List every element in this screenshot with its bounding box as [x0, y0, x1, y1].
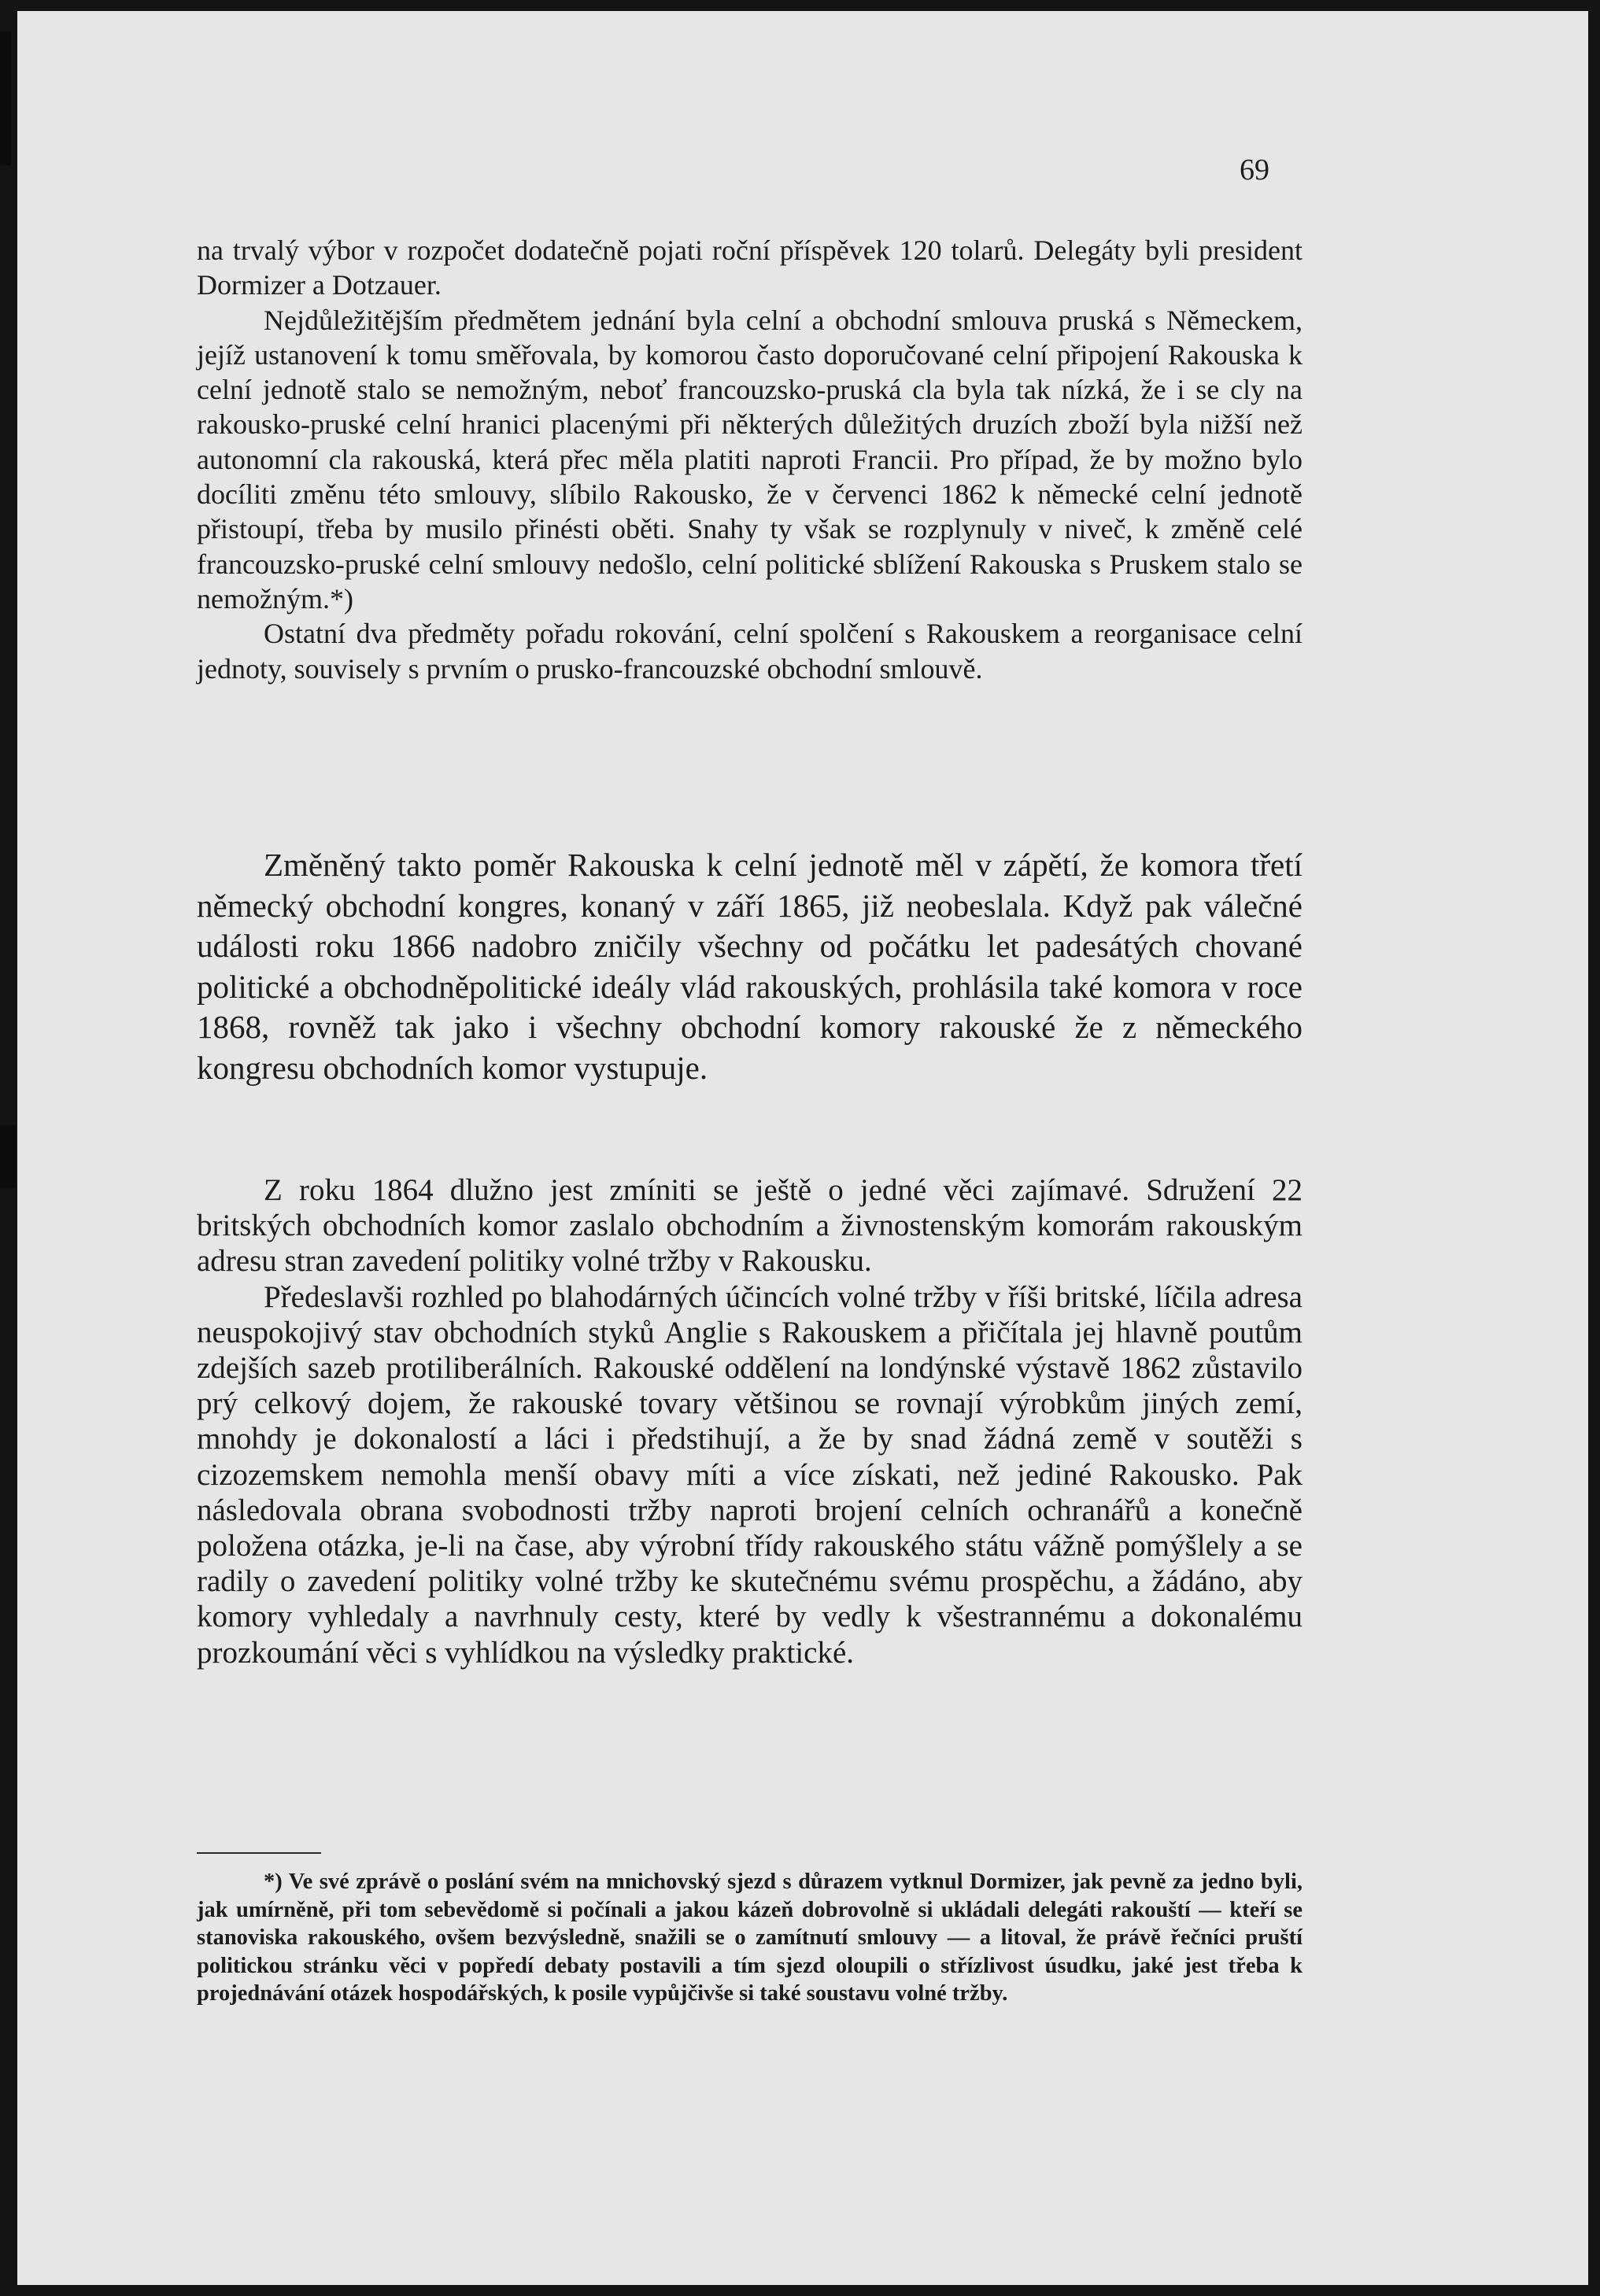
section-customs-treaty [197, 233, 1303, 686]
footnote [197, 1868, 1303, 2008]
footnote-rule [197, 1852, 321, 1854]
paragraph-prussian-treaty: Nejdůležitějším předmětem jednání byla celní a obchodní smlouva pruská s Německem, jejíž ustanovení k tomu směřovala, by komorou často doporučované celní připojení Rakouska k celní jednotě stalo se nemožným, neboť francouzsko-pruská cla byla tak nízká, že i se cly na rakousko-pruské celní hranici placenými při některých důležitých druzích zboží byla nižší než autonomní cla rakouská, která přec měla platiti naproti Francii. Pro případ, že by možno bylo docíliti změnu této smlouvy, slíbilo Rakousko, že v červenci 1862 k německé celní jednotě přistoupí, třeba by musilo přinésti oběti. Snahy ty však se rozplynuly v niveč, k změně celé francouzsko-pruské celní smlouvy nedošlo, celní politické sblížení Rakouska s Pruskem stalo se nemožným.*) [197, 304, 1303, 615]
section-british-address [197, 1172, 1303, 1670]
book-page [17, 11, 1588, 2285]
paragraph-other-subjects: Ostatní dva předměty pořadu rokování, celní spolčení s Rakouskem a reorganisace celní jednoty, souvisely s prvním o prusko-francouzské obchodní smlouvě. [197, 618, 1303, 685]
footnote-text: *) Ve své zprávě o poslání svém na mnichovský sjezd s důrazem vytknul Dormizer, jak pevně za jedno byli, jak umírněně, při tom sebevědomě si počínali a jakou kázeň dobrovolně si ukládali delegáti rakouští — kteří se stanoviska rakouského, ovšem bezvýsledně, snažili se o zamítnutí smlouvy — a litoval, že právě řečníci pruští politickou stránku věci v popředí debaty postavili a tím sjezd oloupili o střízlivost úsudku, jaké jest třeba k projednávání otázek hospodářských, k posile vypůjčivše si také soustavu volné tržby. [197, 1870, 1303, 2006]
paragraph-delegates: na trvalý výbor v rozpočet dodatečně pojati roční příspěvek 120 tolarů. Delegáty byli president Dormizer a Dotzauer. [197, 234, 1303, 301]
scan-edge-middle [0, 1125, 16, 1188]
paragraph-british-chambers: Z roku 1864 dlužno jest zmíniti se ještě o jedné věci zajímavé. Sdružení 22 britských obchodních komor zaslalo obchodním a živnostenským komorám rakouským adresu stran zavedení politiky volné tržby v Rakousku. [197, 1173, 1303, 1279]
paragraph-congress: Změněný takto poměr Rakouska k celní jednotě měl v zápětí, že komora třetí německý obchodní kongres, konaný v září 1865, již neobeslala. Když pak válečné události roku 1866 nadobro zničily všechny od počátku let padesátých chované politické a obchodněpolitické ideály vlád rakouských, prohlásila také komora v roce 1868, rovněž tak jako i všechny obchodní komory rakouské že z německého kongresu obchodních komor vystupuje. [197, 847, 1303, 1086]
paragraph-free-trade: Předeslavši rozhled po blahodárných účincích volné tržby v říši britské, líčila adresa neuspokojivý stav obchodních styků Anglie s Rakouskem a přičítala jej hlavně poutům zdejších sazeb protiliberálních. Rakouské oddělení na londýnské výstavě 1862 zůstavilo prý celkový dojem, že rakouské tovary většinou se rovnají výrobkům jiných zemí, mnohdy je dokonalostí a láci i předstihují, a že by snad žádná země v soutěži s cizozemskem nemohla menší obavy míti a více získati, než jediné Rakousko. Pak následovala obrana svobodnosti tržby naproti brojení celních ochranářů a konečně položena otázka, je-li na čase, aby výrobní třídy rakouského státu vážně pomýšlely a se radily o zavedení politiky volné tržby ke skutečnému svému prospěchu, a žádáno, aby komory vyhledaly a navrhnuly cesty, které by vedly k všestrannému a dokonalému prozkoumání věci s vyhlídkou na výsledky praktické. [197, 1279, 1303, 1670]
scan-edge-top [0, 31, 11, 165]
page-number: 69 [1240, 153, 1269, 186]
section-congress-withdrawal [197, 845, 1303, 1088]
